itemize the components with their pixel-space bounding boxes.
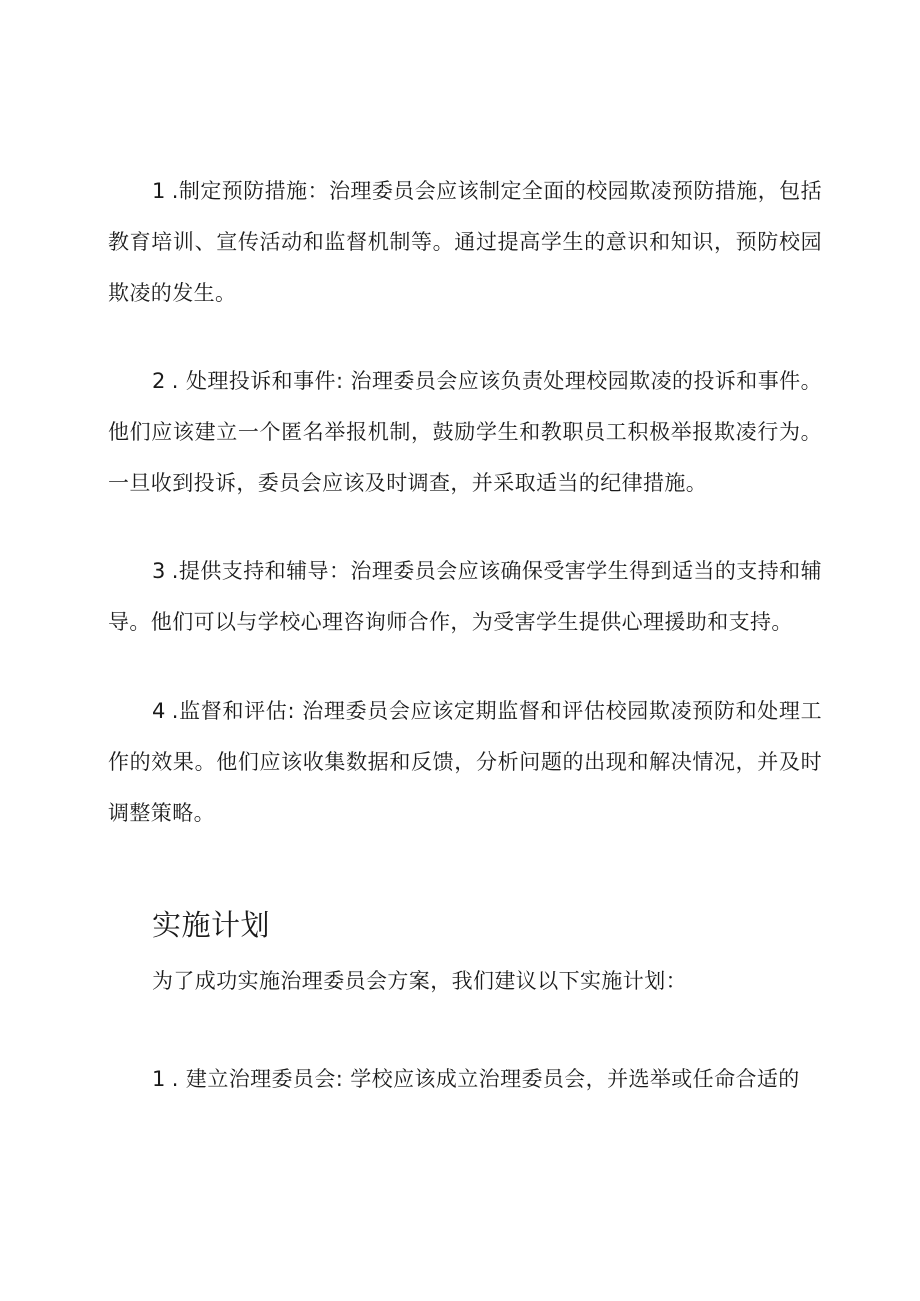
list-item-text: . 处理投诉和事件: 治理委员会应该负责处理校园欺凌的投诉和事件。他们应该建立一个匿名举报机制，鼓励学生和教职员工积极举报欺凌行为。一旦收到投诉，委员会应该及时调查，并采取适当的纪律措施。: [108, 369, 822, 495]
plan-list-item: [108, 1054, 822, 1105]
list-item-number: 2: [152, 369, 166, 393]
section-intro: 为了成功实施治理委员会方案，我们建议以下实施计划：: [152, 969, 687, 993]
list-item: [108, 546, 822, 648]
list-item-number: 1: [152, 1067, 166, 1091]
list-item-text: .监督和评估: 治理委员会应该定期监督和评估校园欺凌预防和处理工作的效果。他们应该收集数据和反馈，分析问题的出现和解决情况，并及时调整策略。: [108, 699, 822, 825]
list-item-number: 1: [152, 179, 166, 203]
list-item-text: .制定预防措施：治理委员会应该制定全面的校园欺凌预防措施，包括教育培训、宣传活动和监督机制等。通过提高学生的意识和知识，预防校园欺凌的发生。: [108, 179, 822, 305]
list-item: [108, 166, 822, 319]
list-item: [108, 356, 822, 509]
list-item-number: 4: [152, 699, 166, 723]
list-item-number: 3: [152, 559, 166, 583]
section-heading: 实施计划: [152, 908, 271, 942]
list-item-text: . 建立治理委员会: 学校应该成立治理委员会，并选举或任命合适的: [171, 1067, 800, 1091]
list-item: [108, 686, 822, 839]
list-item-text: .提供支持和辅导：治理委员会应该确保受害学生得到适当的支持和辅导。他们可以与学校心理咨询师合作，为受害学生提供心理援助和支持。: [108, 559, 822, 634]
